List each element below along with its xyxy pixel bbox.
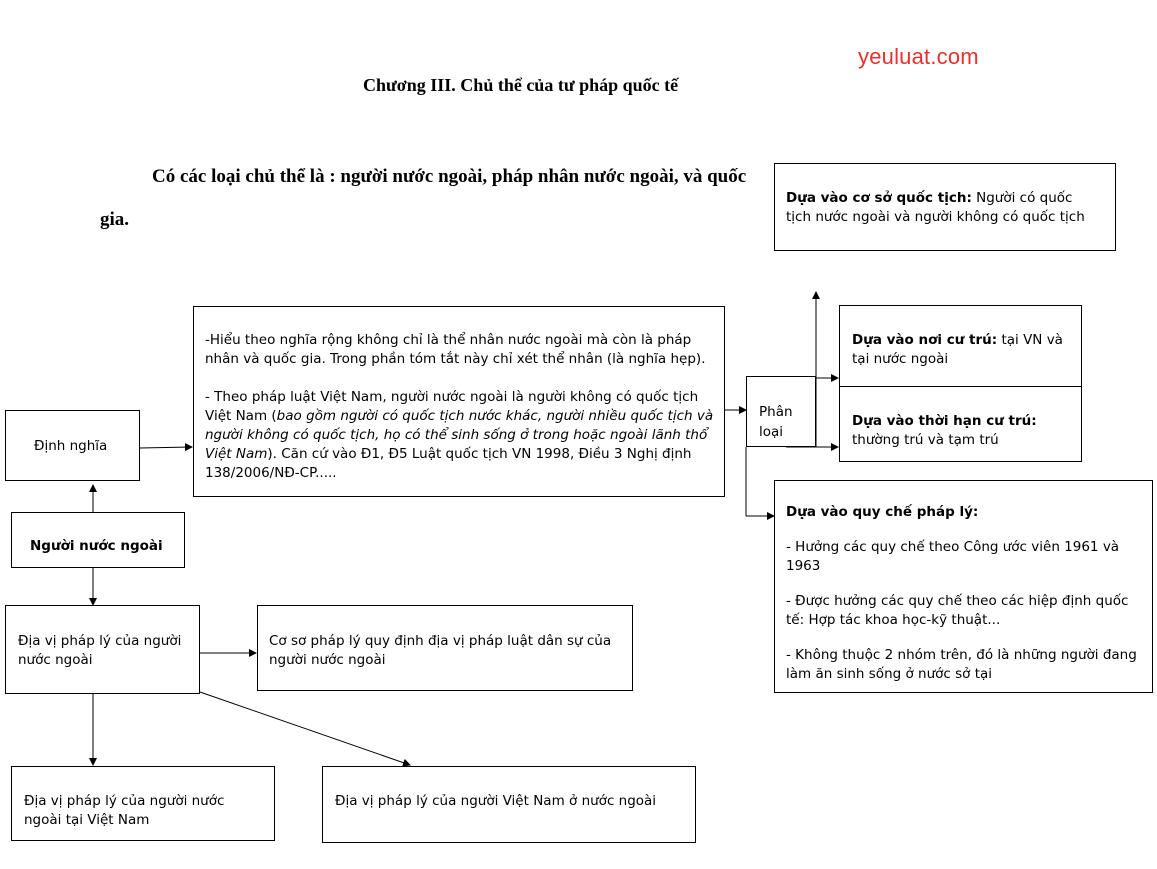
- by-residence-node: [839, 305, 1082, 387]
- by-legal-regime-node: [774, 480, 1153, 693]
- by-nationality-text: Người có quốc tịch nước ngoài và người không có quốc tịch: [786, 190, 1085, 225]
- by-legal-regime-item2: - Được hưởng các quy chế theo các hiệp định quốc tế: Hợp tác khoa học-kỹ thuật...: [786, 593, 1129, 628]
- root-node: [11, 512, 185, 568]
- legal-status-label: Địa vị pháp lý của người nước ngoài: [18, 633, 182, 668]
- arrow-definition-to-detail: [140, 447, 192, 448]
- definition-detail-p2: [205, 388, 714, 483]
- vietnamese-abroad-label: Địa vị pháp lý của người Việt Nam ở nước ngoài: [335, 793, 657, 809]
- definition-label: Định nghĩa: [34, 438, 108, 454]
- chapter-title: Chương III. Chủ thể của tư pháp quốc tế: [363, 75, 679, 95]
- status-in-vn-node: [11, 766, 275, 841]
- legal-status-node: [5, 605, 200, 694]
- definition-node: [5, 410, 140, 481]
- by-nationality-label: Dựa vào cơ sở quốc tịch:: [786, 190, 972, 206]
- definition-detail-p1: -Hiểu theo nghĩa rộng không chỉ là thể nhân nước ngoài mà còn là pháp nhân và quốc gia. Trong phần tóm tắt này chỉ xét thể nhân (là nghĩa hẹp).: [205, 332, 706, 367]
- definition-detail-p2-start: - Theo pháp luật Việt Nam, người nước ngoài là người không có quốc tịch Việt Nam (: [205, 389, 699, 424]
- by-duration-label: Dựa vào thời hạn cư trú:: [852, 413, 1037, 429]
- root-label: Người nước ngoài: [30, 538, 163, 554]
- definition-detail-p2-end: ). Căn cứ vào Đ1, Đ5 Luật quốc tịch VN 1998, Điều 3 Nghị định 138/2006/NĐ-CP.....: [205, 446, 692, 481]
- status-in-vn-label: Địa vị pháp lý của người nước ngoài tại Việt Nam: [24, 793, 225, 828]
- by-residence-text: tại VN và tại nước ngoài: [852, 332, 1063, 367]
- arrow-legal-status-to-vietnamese-abroad: [200, 692, 410, 765]
- definition-detail-node: [193, 306, 725, 497]
- intro-text: Có các loại chủ thể là : người nước ngoài, pháp nhân nước ngoài, và quốc gia.: [100, 166, 747, 230]
- by-duration-text: thường trú và tạm trú: [852, 432, 999, 448]
- definition-detail-p2-italic: bao gồm người có quốc tịch nước khác, người nhiều quốc tịch và người không có quốc tịch, họ có thể sinh sống ở trong hoặc ngoài lãnh thổ Việt Nam: [205, 408, 714, 462]
- by-legal-regime-label: Dựa vào quy chế pháp lý:: [786, 504, 979, 520]
- by-duration-node: [839, 386, 1082, 462]
- by-legal-regime-item1: - Hưởng các quy chế theo Công ước viên 1961 và 1963: [786, 539, 1120, 574]
- by-nationality-node: [774, 163, 1116, 251]
- classification-node: [746, 376, 816, 447]
- watermark-text: yeuluat.com: [858, 44, 979, 69]
- vietnamese-abroad-node: [322, 766, 696, 843]
- by-residence-label: Dựa vào nơi cư trú:: [852, 332, 998, 348]
- classification-label: Phân loại: [759, 404, 793, 440]
- by-legal-regime-item3: - Không thuộc 2 nhóm trên, đó là những người đang làm ăn sinh sống ở nước sở tại: [786, 647, 1137, 682]
- legal-basis-label: Cơ sơ pháp lý quy định địa vị pháp luật dân sự của người nước ngoài: [269, 633, 612, 668]
- legal-basis-node: [257, 605, 633, 691]
